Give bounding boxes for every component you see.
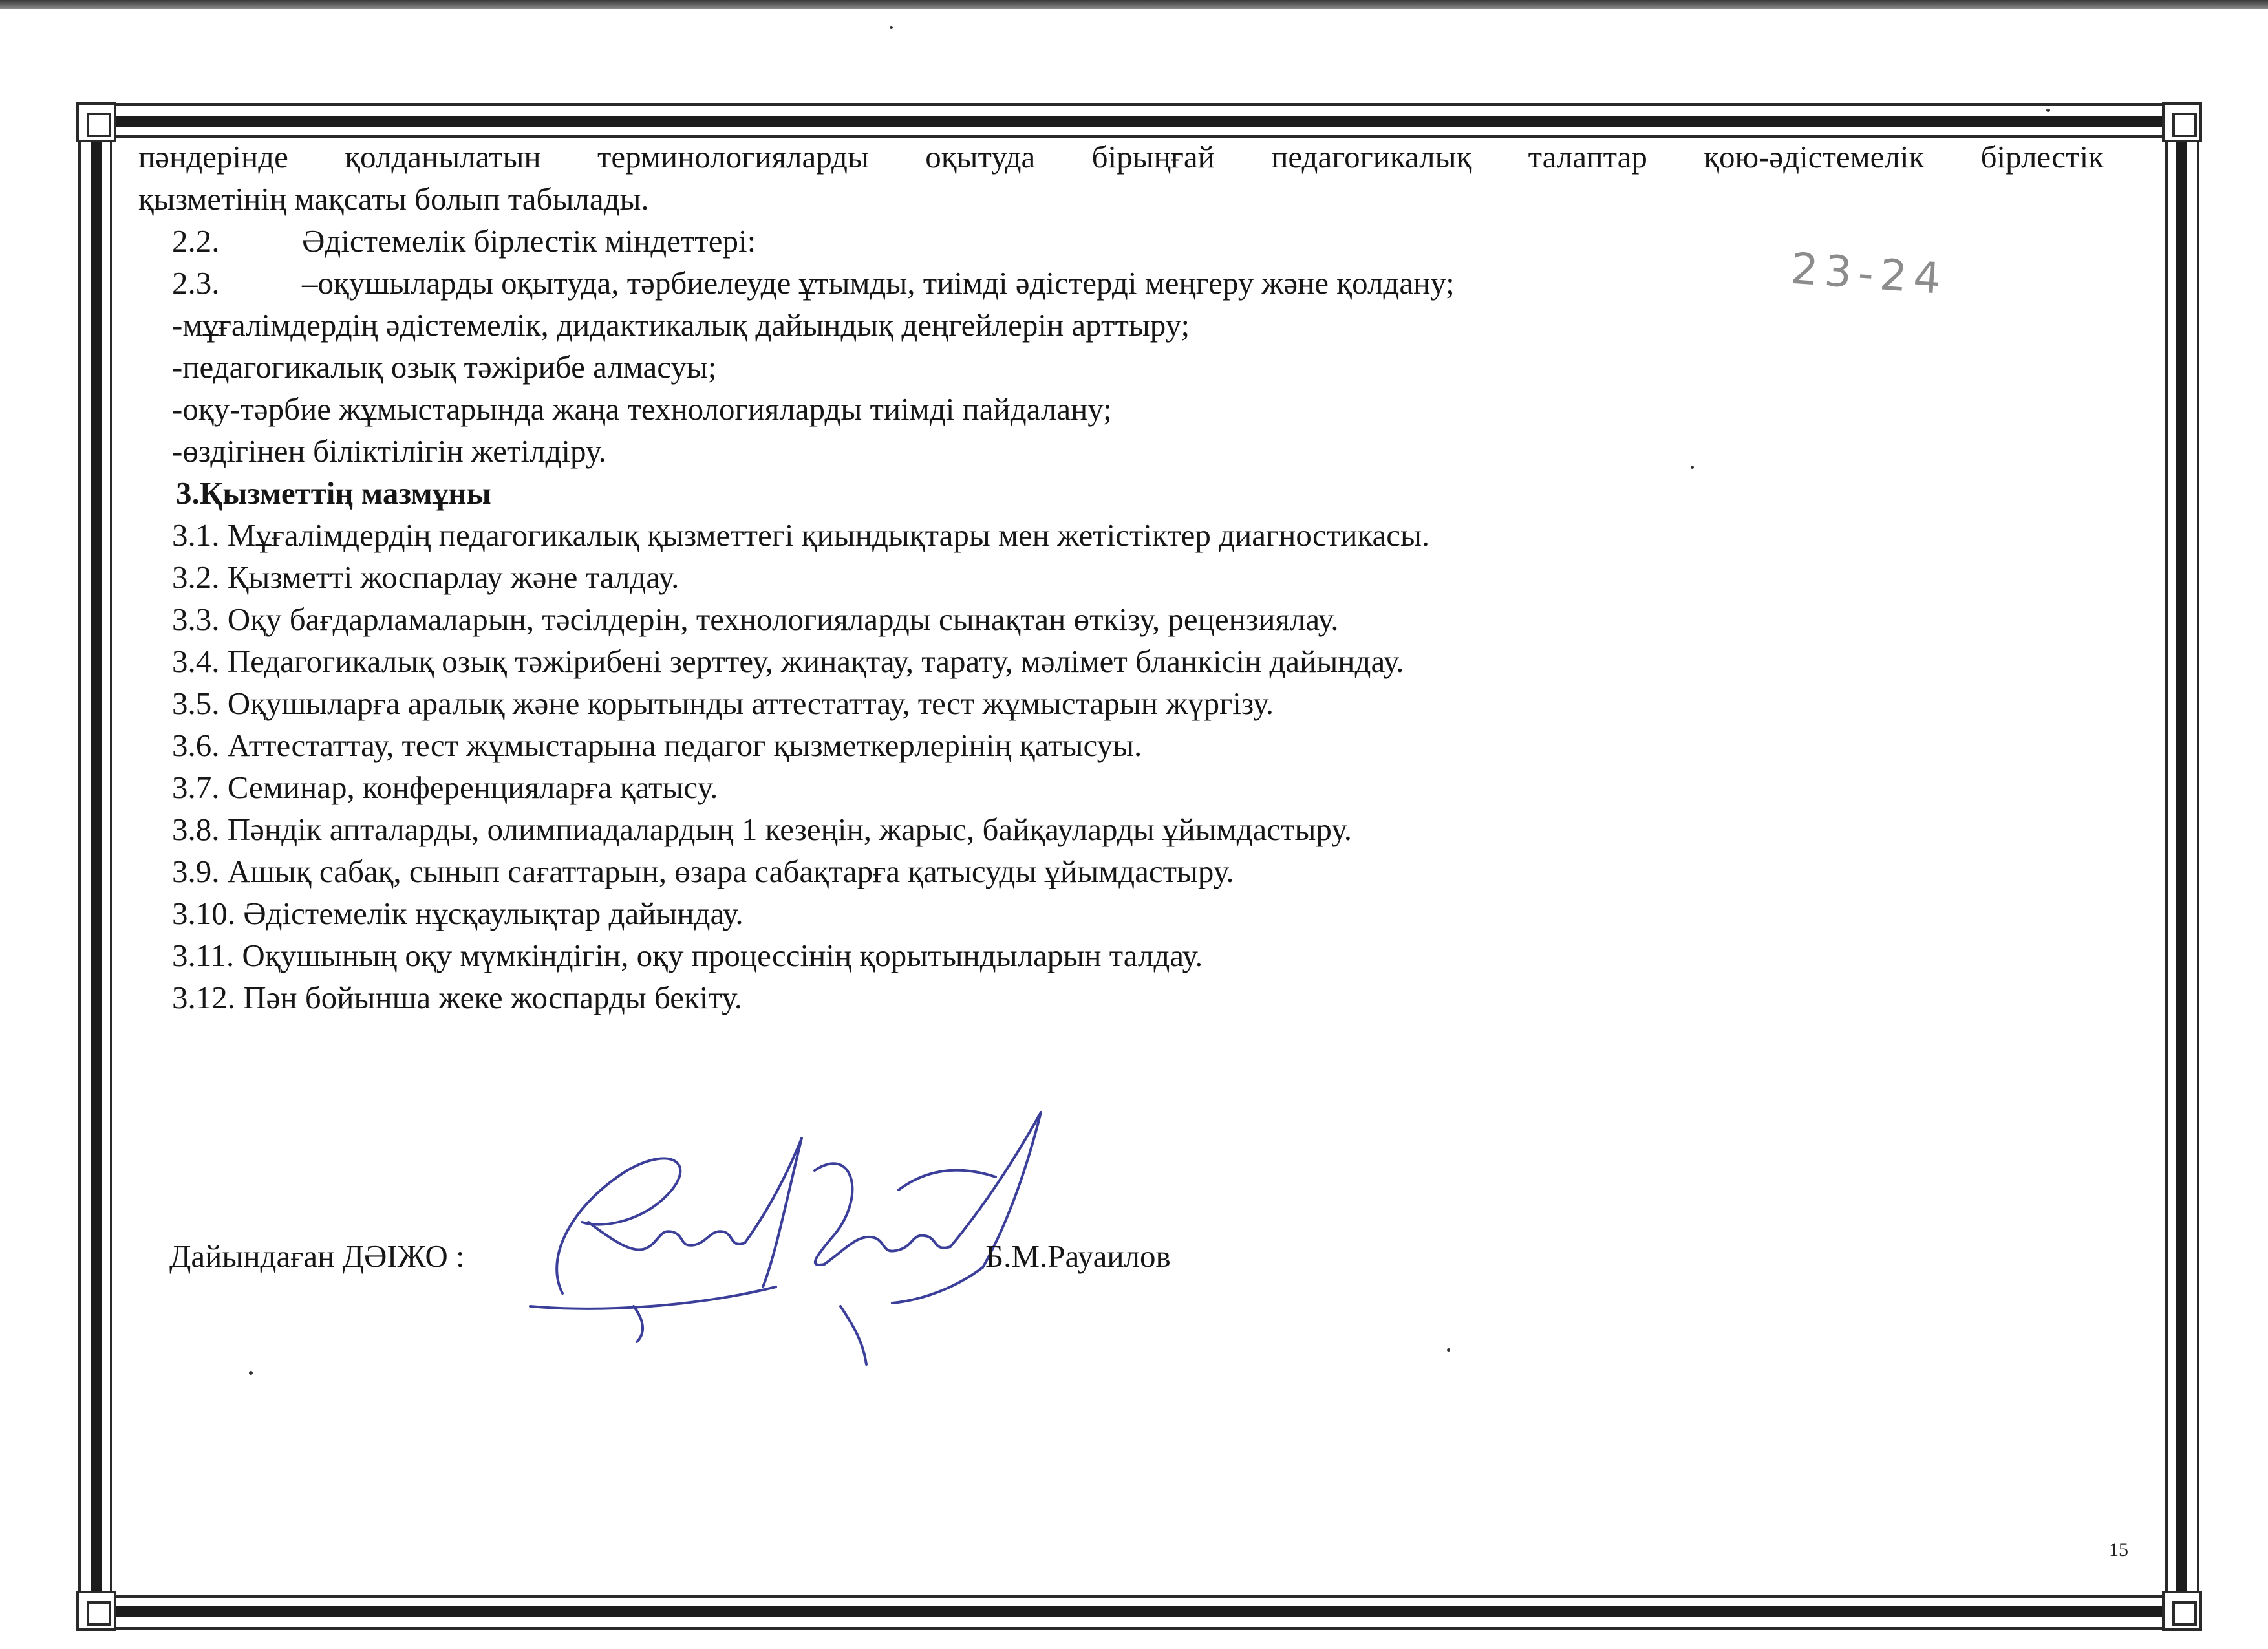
border-corner-top-right: [2162, 102, 2202, 142]
page-number: 15: [2109, 1539, 2128, 1560]
item-text: –оқушыларды оқытуда, тәрбиелеуде ұтымды, тиімді әдістерді меңгеру және қолдану;: [302, 265, 1455, 301]
content-item: 3.3. Оқу бағдарламаларын, тәсілдерін, технологияларды сынақтан өткізу, рецензиялау.: [172, 601, 1339, 637]
border-corner-bottom-left: [76, 1591, 116, 1631]
content-item: 3.5. Оқушыларға аралық және корытынды аттестаттау, тест жұмыстарын жүргізу.: [172, 685, 1274, 721]
task-line: -оқу-тәрбие жұмыстарында жаңа технологияларды тиімді пайдалану;: [172, 391, 1112, 427]
content-item: 3.1. Мұғалімдердің педагогикалық қызметтегі қиындықтары мен жетістіктер диагностикасы.: [172, 517, 1430, 553]
content-item: 3.9. Ашық сабақ, сынып сағаттарын, өзара сабақтарға қатысуды ұйымдастыру.: [172, 854, 1234, 889]
item-number: 2.3.: [172, 265, 220, 301]
border-corner-top-left: [76, 102, 116, 142]
content-item: 3.4. Педагогикалық озық тәжірибені зерттеу, жинақтау, тарату, мәлімет бланкісін дайындау.: [172, 643, 1404, 679]
item-number: 2.2.: [172, 223, 220, 259]
scan-speck: [1447, 1348, 1450, 1352]
pencil-note: 23-24: [1789, 243, 1949, 305]
scan-speck: [1691, 466, 1694, 469]
content-item: 3.7. Семинар, конференцияларға қатысу.: [172, 770, 718, 805]
scan-speck: [249, 1371, 253, 1375]
scan-edge: [0, 0, 2268, 9]
task-line: -өздігінен біліктілігін жетілдіру.: [172, 433, 606, 469]
content-item: 3.11. Оқушының оқу мүмкіндігін, оқу процессінің қорытындыларын талдау.: [172, 938, 1203, 973]
content-item: 3.2. Қызметті жоспарлау және талдау.: [172, 559, 679, 595]
content-item: 3.12. Пән бойынша жеке жоспарды бекіту.: [172, 980, 743, 1015]
border-corner-bottom-right: [2162, 1591, 2202, 1631]
section-heading: 3.Қызметтің мазмұны: [176, 475, 491, 511]
signature-row: [169, 1235, 1462, 1287]
content-item: 3.10. Әдістемелік нұсқаулықтар дайындау.: [172, 896, 744, 931]
scan-speck: [890, 26, 893, 29]
content-item: 3.8. Пәндік апталарды, олимпиадалардың 1 кезеңін, жарыс, байқауларды ұйымдастыру.: [172, 812, 1353, 847]
signer-name: Б.М.Рауаилов: [985, 1238, 1171, 1274]
item-text: Әдістемелік бірлестік міндеттері:: [302, 223, 756, 259]
scan-speck: [2046, 109, 2050, 112]
paragraph-line: қызметінің мақсаты болып табылады.: [138, 181, 649, 217]
signature-label: Дайындаған ДӘІЖО :: [169, 1238, 465, 1274]
content-item: 3.6. Аттестаттау, тест жұмыстарына педагог қызметкерлерінің қатысуы.: [172, 727, 1142, 763]
task-line: -педагогикалық озық тәжірибе алмасуы;: [172, 349, 717, 385]
task-line: -мұғалімдердің әдістемелік, дидактикалық дайындық деңгейлерін арттыру;: [172, 307, 1190, 343]
paragraph-line: пәндерінде қолданылатын терминологияларды оқытуда бірыңғай педагогикалық талаптар қою-әдістемелік бірлестік: [138, 139, 2104, 175]
